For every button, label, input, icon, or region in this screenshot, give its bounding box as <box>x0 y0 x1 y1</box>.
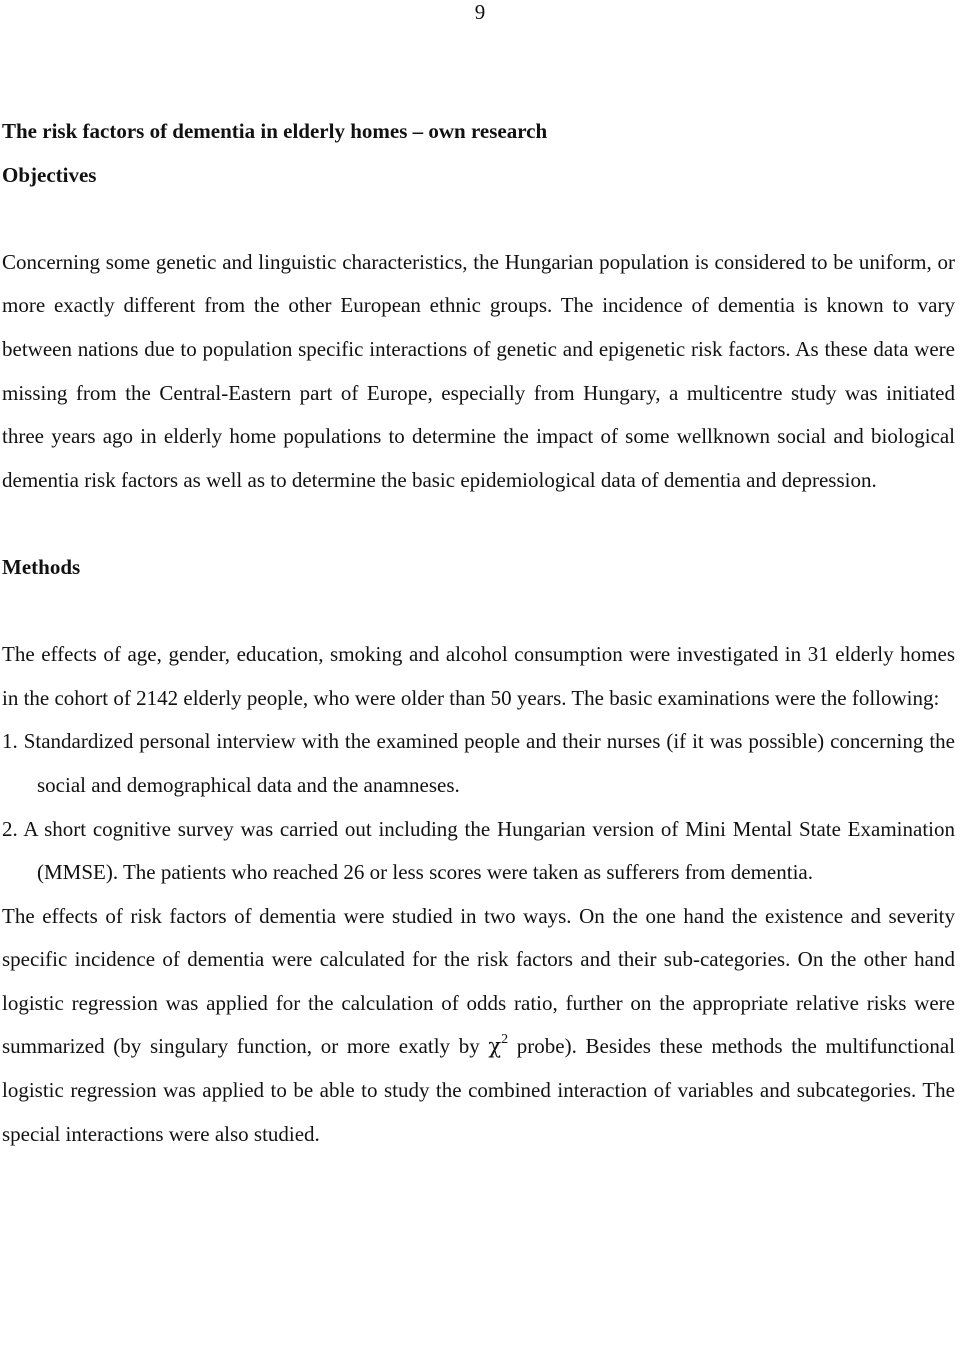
spacer <box>2 502 955 546</box>
methods-heading: Methods <box>2 554 81 579</box>
spacer <box>2 197 955 241</box>
spacer <box>2 590 955 634</box>
chi-exponent: 2 <box>501 1032 509 1048</box>
objectives-heading: Objectives <box>2 162 97 187</box>
document-title: The risk factors of dementia in elderly homes – own research <box>2 119 548 143</box>
methods-list-item-2: 2. A short cognitive survey was carried out including the Hungarian version of Mini Mental State Examination (MMSE). The patients who reached 26 or less scores were taken as sufferers from dementia. <box>2 816 955 885</box>
closing-text-part1: The effects of risk factors of dementia were studied in two ways. On the one hand the existence and severity specific incidence of dementia were calculated for the risk factors and their sub-categories. On the other hand logistic regression was applied for the calculation of odds ratio, further on the appropriate relative risks were summarized (by singulary function, or more exatly by <box>2 903 955 1059</box>
page-number: 9 <box>474 0 486 24</box>
methods-intro: The effects of age, gender, education, smoking and alcohol consumption were investigated in 31 elderly homes in the cohort of 2142 elderly people, who were older than 50 years. The basic examinations were the following: <box>2 642 955 710</box>
methods-closing-paragraph <box>2 895 955 1157</box>
closing-text-part2: probe). Besides these methods the multifunctional logistic regression was applied to be able to study the combined interaction of variables and subcategories. The special interactions were also studied. <box>2 1034 956 1146</box>
chi-symbol: χ <box>488 1034 502 1059</box>
objectives-paragraph: Concerning some genetic and linguistic characteristics, the Hungarian population is considered to be uniform, or more exactly different from the other European ethnic groups. The incidence of dementia is known to vary between nations due to population specific interactions of genetic and epigenetic risk factors. As these data were missing from the Central-Eastern part of Europe, especially from Hungary, a multicentre study was initiated three years ago in elderly home populations to determine the impact of some wellknown social and biological dementia risk factors as well as to determine the basic epidemiological data of dementia and depression. <box>2 249 955 492</box>
methods-list-item-1: 1. Standardized personal interview with the examined people and their nurses (if it was possible) concerning the social and demographical data and the anamneses. <box>2 729 955 797</box>
document-body <box>2 110 955 1156</box>
